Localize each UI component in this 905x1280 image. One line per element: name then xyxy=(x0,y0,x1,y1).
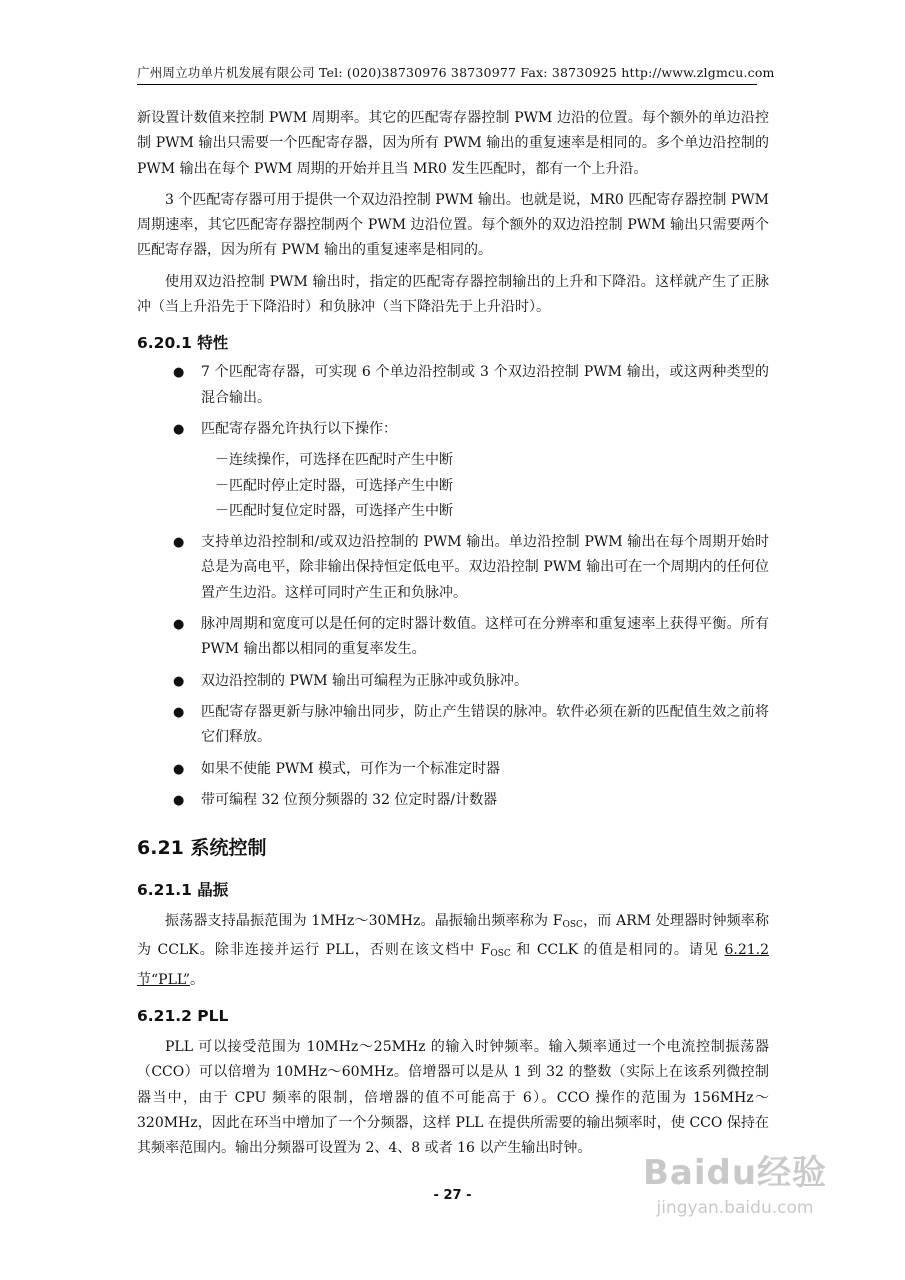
intro-paragraph-1: 新设置计数值来控制 PWM 周期率。其它的匹配寄存器控制 PWM 边沿的位置。每个额外的单边沿控制 PWM 输出只需要一个匹配寄存器，因为所有 PWM 输出的重复速率是相同的。多个单边沿控制的 PWM 输出在每个 PWM 周期的开始并且当 MR0 发生匹配时，都有一个上升沿。 xyxy=(137,110,769,177)
text-run: 振荡器支持晶振范围为 1MHz～30MHz。晶振输出频率称为 F xyxy=(165,913,563,930)
list-item xyxy=(137,700,769,751)
page-header: 广州周立功单片机发展有限公司 Tel: (020)38730976 38730977 Fax: 38730925 http://www.zlgmcu.com xyxy=(137,65,775,80)
page-number: - 27 - xyxy=(433,1188,472,1203)
section-6-21-2-heading: 6.21.2 PLL xyxy=(137,1007,229,1026)
baidu-logo-icon: Baidu经验 xyxy=(642,1153,828,1193)
bullet-icon: ● xyxy=(173,792,185,808)
text-run: 和 CCLK 的值是相同的。请见 xyxy=(510,942,725,959)
pll-paragraph: PLL 可以接受范围为 10MHz～25MHz 的输入时钟频率。输入频率通过一个电流控制振荡器（CCO）可以倍增为 10MHz～60MHz。倍增器可以是从 1 到 32 的整数（实际上在该系列微控制器当中，由于 CPU 频率的限制，倍增器的值不可能高于 6）。CCO 操作的范围为 156MHz～320MHz，因此在环当中增加了一个分频器，这样 PLL 在提供所需要的输出频率时，使 CCO 保持在其频率范围内。输出分频器可设置为 2、4、8 或者 16 以产生输出时钟。 xyxy=(137,1039,769,1157)
list-item-text: 脉冲周期和宽度可以是任何的定时器计数值。这样可在分辨率和重复速率上获得平衡。所有 PWM 输出都以相同的重复率发生。 xyxy=(201,616,769,658)
bullet-icon: ● xyxy=(173,421,185,437)
text-run: ，而 ARM 处理器时钟频率称为 CCLK。除非连接并运行 PLL，否则在该文档中 F xyxy=(137,913,769,959)
osc-subscript: OSC xyxy=(490,949,511,960)
sub-list xyxy=(201,448,769,524)
baidu-watermark xyxy=(600,1150,870,1260)
list-item-text: 支持单边沿控制和/或双边沿控制的 PWM 输出。单边沿控制 PWM 输出在每个周期开始时总是为高电平，除非输出保持恒定低电平。双边沿控制 PWM 输出可在一个周期内的任何位置产生边沿。这样可同时产生正和负脉冲。 xyxy=(201,534,769,601)
section-6-21-heading: 6.21 系统控制 xyxy=(137,837,267,860)
list-item xyxy=(137,788,769,813)
header-rule xyxy=(137,84,757,85)
list-item xyxy=(137,530,769,606)
sub-list-item: －匹配时复位定时器，可选择产生中断 xyxy=(215,502,453,519)
page-content xyxy=(137,106,769,1162)
sub-list-item: －匹配时停止定时器，可选择产生中断 xyxy=(215,477,453,494)
bullet-icon: ● xyxy=(173,365,185,381)
bullet-icon: ● xyxy=(173,704,185,720)
list-item-text: 双边沿控制的 PWM 输出可编程为正脉冲或负脉冲。 xyxy=(201,672,529,689)
list-item-text: 7 个匹配寄存器，可实现 6 个单边沿控制或 3 个双边沿控制 PWM 输出，或这两种类型的混合输出。 xyxy=(201,364,769,406)
list-item-text: 如果不使能 PWM 模式，可作为一个标准定时器 xyxy=(201,760,501,777)
list-item xyxy=(137,669,769,694)
list-item-text: 带可编程 32 位预分频器的 32 位定时器/计数器 xyxy=(201,791,498,808)
crystal-paragraph xyxy=(137,909,769,993)
intro-paragraph-2: 3 个匹配寄存器可用于提供一个双边沿控制 PWM 输出。也就是说，MR0 匹配寄存器控制 PWM 周期速率，其它匹配寄存器控制两个 PWM 边沿位置。每个额外的双边沿控制 PWM 输出只需要两个匹配寄存器，因为所有 PWM 输出的重复速率是相同的。 xyxy=(137,191,769,259)
list-item-text: 匹配寄存器更新与脉冲输出同步，防止产生错误的脉冲。软件必须在新的匹配值生效之前将它们释放。 xyxy=(201,703,769,746)
text-run: 。 xyxy=(189,971,204,988)
section-6-20-1-heading: 6.20.1 特性 xyxy=(137,334,229,353)
bullet-icon: ● xyxy=(173,761,185,777)
bullet-icon: ● xyxy=(173,617,185,633)
list-item xyxy=(137,417,769,524)
bullet-icon: ● xyxy=(173,535,185,551)
features-list xyxy=(137,360,769,813)
section-6-21-1-heading: 6.21.1 晶振 xyxy=(137,881,229,900)
bullet-icon: ● xyxy=(173,673,185,689)
intro-paragraph-3: 使用双边沿控制 PWM 输出时，指定的匹配寄存器控制输出的上升和下降沿。这样就产生了正脉冲（当上升沿先于下降沿时）和负脉冲（当下降沿先于上升沿时）。 xyxy=(137,273,769,316)
list-item xyxy=(137,612,769,663)
pll-section-link[interactable]: 6.21.2 节“PLL” xyxy=(137,942,770,988)
watermark-url: jingyan.baidu.com xyxy=(656,1198,814,1218)
list-item xyxy=(137,360,769,411)
osc-subscript: OSC xyxy=(562,920,583,931)
list-item xyxy=(137,757,769,782)
sub-list-item: －连续操作，可选择在匹配时产生中断 xyxy=(215,452,453,469)
list-item-text: 匹配寄存器允许执行以下操作： xyxy=(201,420,397,437)
